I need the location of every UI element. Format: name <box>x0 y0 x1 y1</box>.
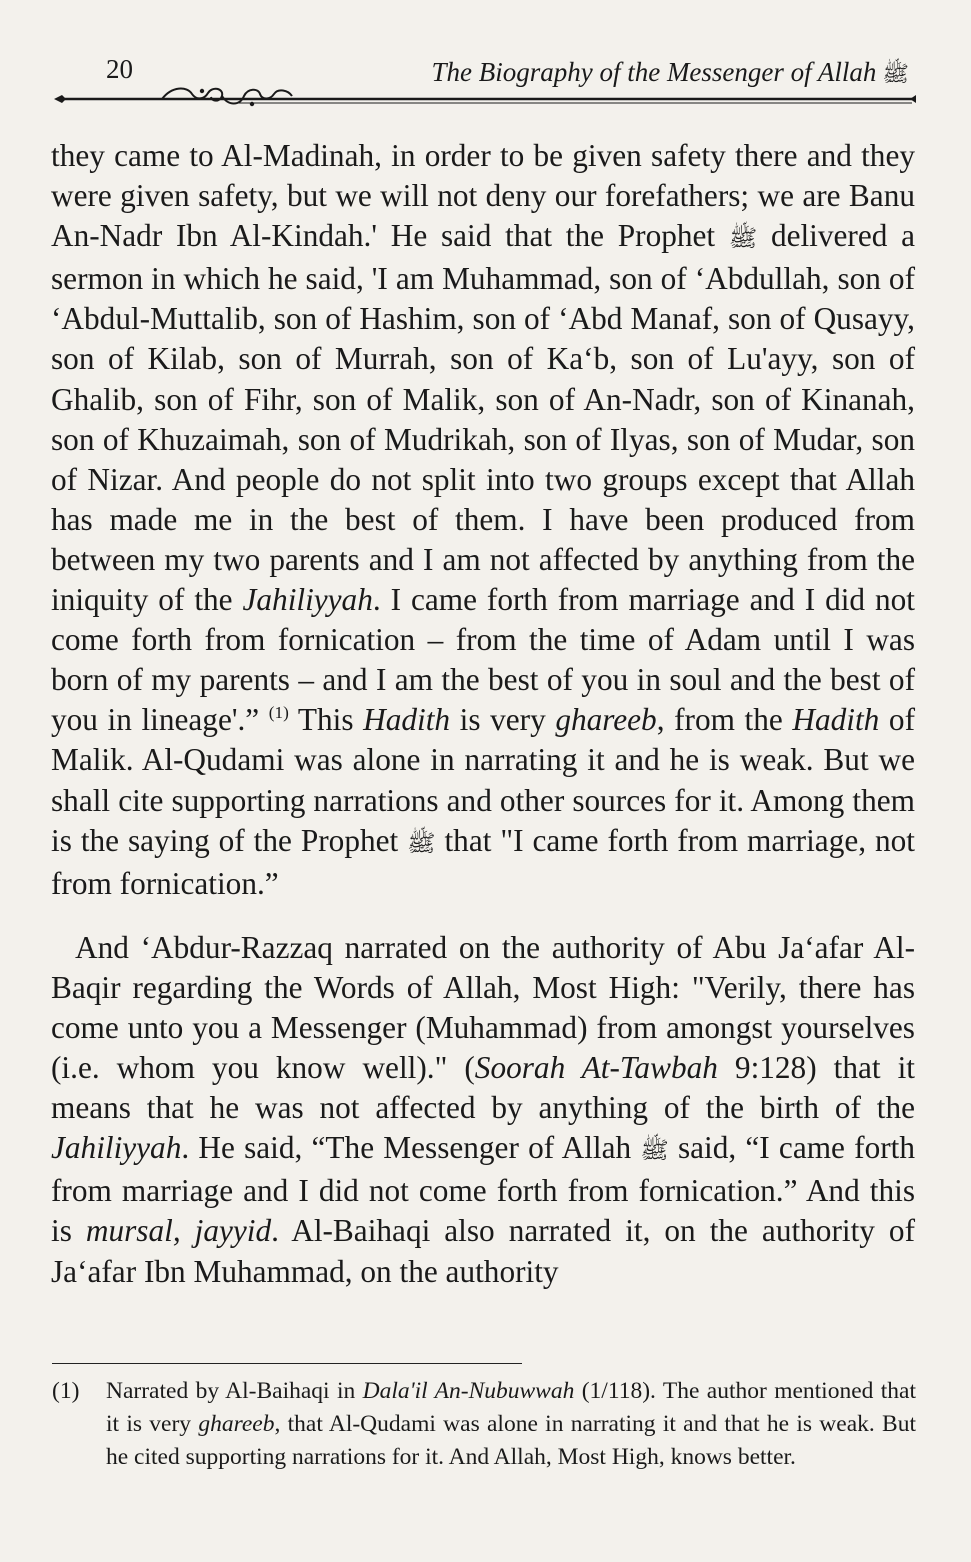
italic-term: ghareeb <box>555 702 657 738</box>
italic-term: Hadith <box>363 702 451 738</box>
text-run: delivered a sermon in which he said, 'I am Muhammad, son of ‘Abdullah, son of ‘Abdul-Muttalib, son of Hashim, son of ‘Abd Manaf, son of Qusayy, son of Kilab, son of Murrah, son of Ka‘b, son of Lu'ayy, son of Ghalib, son of Fihr, son of Malik, son of An-Nadr, son of Kinanah, son of Khuzaimah, son of Mudrikah, son of Ilyas, son of Mudar, son of Nizar. And people do not split into two groups except that Allah has made me in the best of them. I have been produced from between my two parents and I am not affected by anything from the iniquity of the <box>51 218 915 618</box>
text-run: 9:128) that it means that he was not affected by anything of the birth of the <box>51 1050 915 1126</box>
salutation-glyph: ﷺ <box>882 61 909 86</box>
footnote-label: (1) <box>52 1378 80 1404</box>
text-run: , from the <box>656 702 783 738</box>
italic-term: Hadith <box>792 702 880 738</box>
text-run: they came to Al-Madinah, in order to be given safety there and they were given safety, but we will not deny our forefathers; we are Banu An-Nadr Ibn Al-Kindah.' He said that the Prophet <box>51 138 915 254</box>
italic-term: ghareeb <box>198 1411 275 1437</box>
salutation-glyph: ﷺ <box>640 1138 669 1165</box>
italic-term: Soorah At-Tawbah <box>474 1050 718 1086</box>
footnote-marker: (1) <box>268 703 289 723</box>
text-run: , that Al-Qudami was alone in narrating it and that he is weak. But he cited supporting narrations for it. And Allah, Most High, knows better. <box>106 1411 916 1470</box>
paragraph-1 <box>51 136 915 904</box>
main-text <box>51 136 915 1292</box>
footnote-separator <box>52 1363 522 1364</box>
text-run: Narrated by Al-Baihaqi in <box>106 1378 356 1404</box>
italic-term: mursal, jayyid <box>85 1213 272 1249</box>
text-run: . Al-Baihaqi also narrated it, on the authority of Ja‘afar Ibn Muhammad, on the authority <box>51 1213 915 1289</box>
text-run: is very <box>459 702 546 738</box>
italic-term: Jahiliyyah <box>242 582 373 618</box>
text-run: This <box>288 702 354 738</box>
text-run: . He said, “The Messenger of Allah <box>181 1130 632 1166</box>
running-title-text: The Biography of the Messenger of Allah <box>431 57 877 87</box>
salutation-glyph: ﷺ <box>407 830 436 857</box>
footnote <box>52 1375 916 1474</box>
text-run: that "I came forth from marriage, not from fornication.” <box>51 822 915 901</box>
page-number: 20 <box>106 54 133 84</box>
header-ornament-rule <box>52 82 917 112</box>
text-run: said, “I came forth from marriage and I did not come forth from fornication.” And this is <box>51 1130 915 1249</box>
text-run: (1/118). The author mentioned that it is very <box>106 1378 916 1437</box>
text-run: of Malik. Al-Qudami was alone in narrating it and he is weak. But we shall cite supporting narrations and other sources for it. Among them is the saying of the Prophet <box>51 702 915 858</box>
salutation-glyph: ﷺ <box>728 226 758 253</box>
text-run: And ‘Abdur-Razzaq narrated on the authority of Abu Ja‘afar Al-Baqir regarding the Words of Allah, Most High: "Verily, there has come unto you a Messenger (Muhammad) from amongst yourselves (i.e. whom you know well)." ( <box>51 929 915 1086</box>
italic-term: Jahiliyyah <box>51 1130 182 1166</box>
footnote-text <box>106 1375 916 1474</box>
text-run: . I came forth from marriage and I did not come forth from fornication – from the time of Adam until I was born of my parents – and I am the best of you in soul and the best of you in lineage'.” <box>51 582 915 738</box>
paragraph-2 <box>51 928 915 1292</box>
italic-term: Dala'il An-Nubuwwah <box>362 1378 575 1404</box>
